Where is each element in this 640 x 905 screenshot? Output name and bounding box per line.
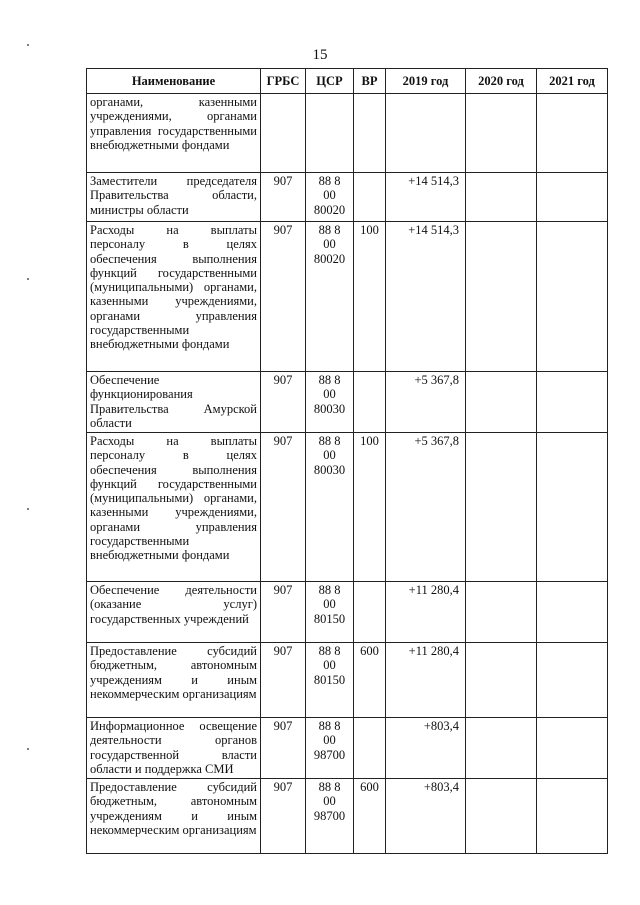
row-2021 (537, 222, 608, 372)
table-row (87, 779, 608, 854)
csr-part: 88 8 (318, 174, 341, 188)
csr-part: 88 8 (318, 434, 341, 448)
row-2019: +803,4 (386, 779, 466, 854)
row-vr (354, 94, 386, 173)
csr-part: 00 (323, 733, 336, 748)
row-2020 (466, 372, 537, 433)
row-csr (306, 643, 354, 718)
row-grbs: 907 (261, 222, 306, 372)
row-2020 (466, 779, 537, 854)
row-2020 (466, 94, 537, 173)
row-vr (354, 718, 386, 779)
csr-part: 88 8 (318, 373, 341, 387)
scan-mark (27, 44, 29, 46)
csr-part: 88 8 (318, 583, 341, 597)
csr-part: 88 8 (318, 223, 341, 237)
row-2019: +14 514,3 (386, 173, 466, 222)
row-vr (354, 582, 386, 643)
row-csr (306, 372, 354, 433)
row-grbs: 907 (261, 779, 306, 854)
header-name: Наименование (87, 69, 261, 94)
csr-part: 80030 (313, 401, 346, 416)
csr-part: 00 (323, 387, 336, 402)
row-2021 (537, 643, 608, 718)
table-row (87, 643, 608, 718)
csr-part: 00 (323, 188, 336, 203)
csr-part: 98700 (313, 808, 346, 823)
row-2019: +11 280,4 (386, 582, 466, 643)
scan-mark (27, 278, 29, 280)
row-vr (354, 372, 386, 433)
row-name: Заместители председателя Правительства области, министры области (87, 173, 261, 222)
header-vr: ВР (354, 69, 386, 94)
row-csr (306, 718, 354, 779)
header-2019: 2019 год (386, 69, 466, 94)
row-vr (354, 173, 386, 222)
row-2021 (537, 372, 608, 433)
row-2019 (386, 94, 466, 173)
row-grbs: 907 (261, 718, 306, 779)
csr-part: 00 (323, 448, 336, 463)
header-2021: 2021 год (537, 69, 608, 94)
row-2019: +11 280,4 (386, 643, 466, 718)
row-2019: +14 514,3 (386, 222, 466, 372)
row-name: органами, казенными учреждениями, органами управления государственными внебюджетными фондами (87, 94, 261, 173)
table-row (87, 433, 608, 582)
table-header-row (87, 69, 608, 94)
row-2020 (466, 643, 537, 718)
row-2021 (537, 582, 608, 643)
page-number: 15 (312, 47, 328, 63)
table-row (87, 173, 608, 222)
row-grbs (261, 94, 306, 173)
row-name: Обеспечение деятельности (оказание услуг) государственных учреждений (87, 582, 261, 643)
table-row (87, 222, 608, 372)
scan-mark (27, 508, 29, 510)
budget-table (86, 68, 608, 854)
row-2020 (466, 173, 537, 222)
row-grbs: 907 (261, 372, 306, 433)
row-grbs: 907 (261, 582, 306, 643)
row-name: Обеспечение функционирования Правительства Амурской области (87, 372, 261, 433)
csr-part: 88 8 (318, 719, 341, 733)
csr-part: 80150 (313, 672, 346, 687)
row-vr: 100 (354, 433, 386, 582)
header-csr: ЦСР (306, 69, 354, 94)
csr-part: 88 8 (318, 780, 341, 794)
row-csr (306, 779, 354, 854)
csr-part: 80030 (313, 462, 346, 477)
row-name: Расходы на выплаты персоналу в целях обеспечения выполнения функций государственными (муниципальными) органами, казенными учреждениями, органами управления государственными внебюджетными фондами (87, 222, 261, 372)
table-row (87, 718, 608, 779)
csr-part: 00 (323, 658, 336, 673)
row-csr (306, 582, 354, 643)
row-csr (306, 222, 354, 372)
table-row (87, 582, 608, 643)
table-row (87, 372, 608, 433)
csr-part: 00 (323, 794, 336, 809)
row-2019: +803,4 (386, 718, 466, 779)
row-2019: +5 367,8 (386, 372, 466, 433)
row-2020 (466, 582, 537, 643)
csr-part: 98700 (313, 747, 346, 762)
csr-part: 80020 (313, 202, 346, 217)
row-name: Информационное освещение деятельности органов государственной власти области и поддержка СМИ (87, 718, 261, 779)
csr-part: 80020 (313, 251, 346, 266)
row-name: Расходы на выплаты персоналу в целях обеспечения выполнения функций государственными (муниципальными) органами, казенными учреждениями, органами управления государственными внебюджетными фондами (87, 433, 261, 582)
row-2021 (537, 718, 608, 779)
row-2021 (537, 94, 608, 173)
row-2021 (537, 433, 608, 582)
row-grbs: 907 (261, 433, 306, 582)
csr-part: 80150 (313, 611, 346, 626)
row-2021 (537, 779, 608, 854)
scan-mark (27, 748, 29, 750)
row-2019: +5 367,8 (386, 433, 466, 582)
row-vr: 600 (354, 643, 386, 718)
row-csr (306, 433, 354, 582)
row-vr: 600 (354, 779, 386, 854)
table-row (87, 94, 608, 173)
header-2020: 2020 год (466, 69, 537, 94)
row-csr (306, 94, 354, 173)
row-2020 (466, 222, 537, 372)
csr-part: 00 (323, 597, 336, 612)
row-grbs: 907 (261, 173, 306, 222)
row-grbs: 907 (261, 643, 306, 718)
row-csr (306, 173, 354, 222)
header-grbs: ГРБС (261, 69, 306, 94)
row-2020 (466, 433, 537, 582)
row-2020 (466, 718, 537, 779)
row-name: Предоставление субсидий бюджетным, автономным учреждениям и иным некоммерческим организациям (87, 779, 261, 854)
csr-part: 00 (323, 237, 336, 252)
row-vr: 100 (354, 222, 386, 372)
row-2021 (537, 173, 608, 222)
csr-part: 88 8 (318, 644, 341, 658)
row-name: Предоставление субсидий бюджетным, автономным учреждениям и иным некоммерческим организациям (87, 643, 261, 718)
